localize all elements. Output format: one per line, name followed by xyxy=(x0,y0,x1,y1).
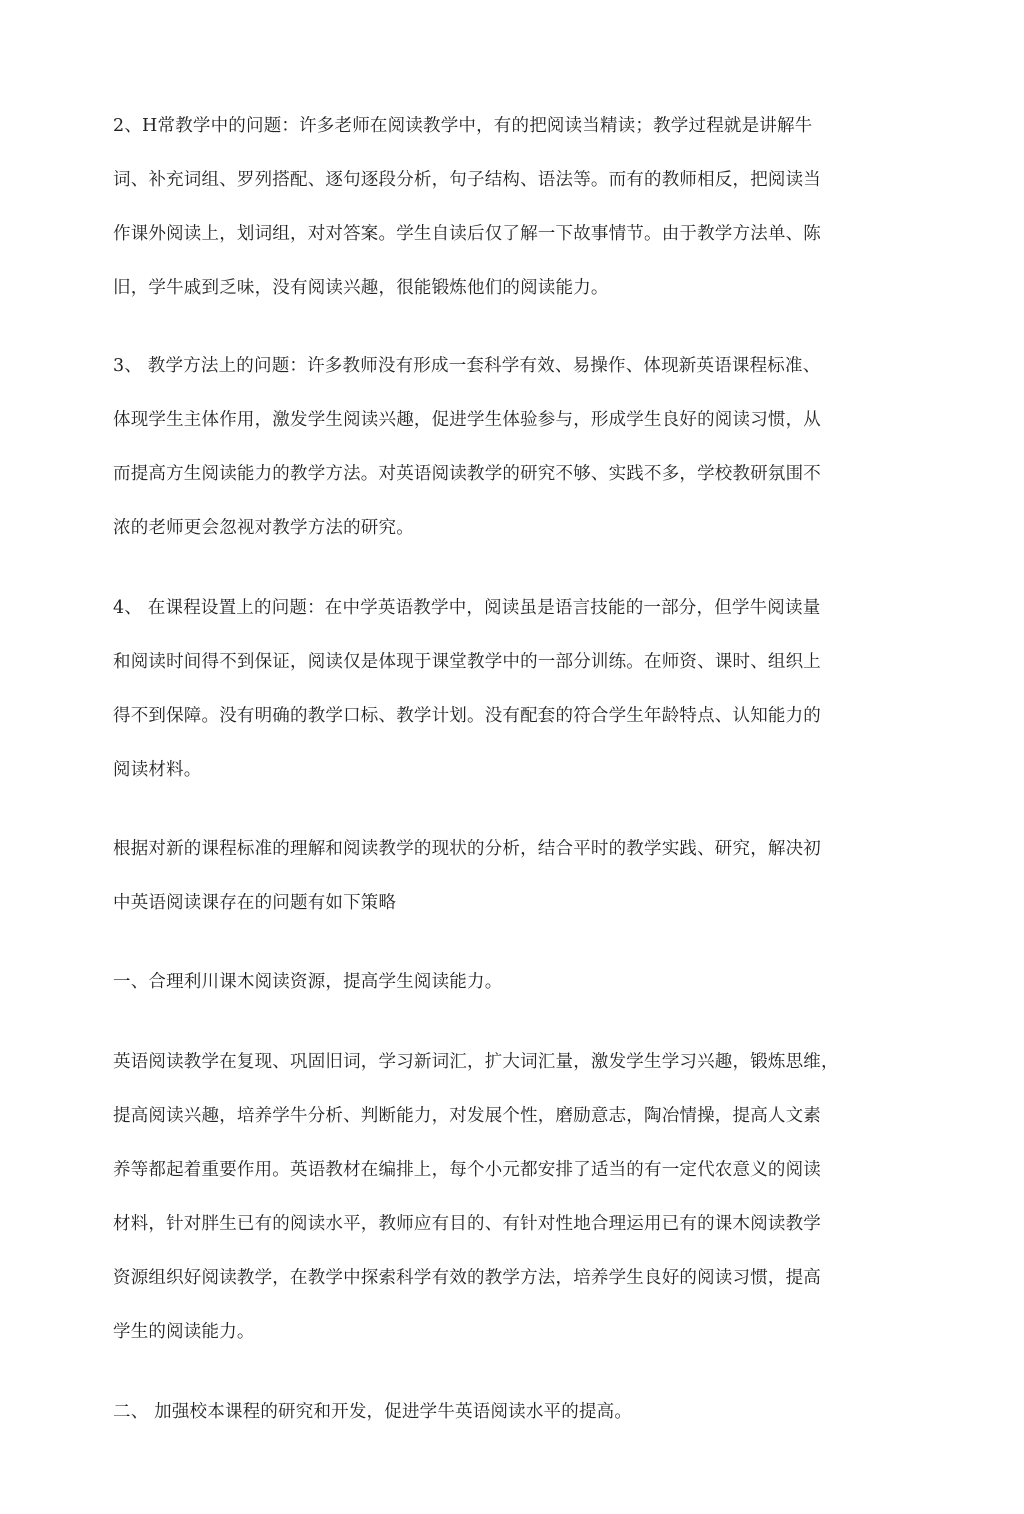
paragraph-3-line-4: 阅读材料。 xyxy=(113,760,202,780)
paragraph-6-line-6: 学生的阅读能力。 xyxy=(113,1322,255,1342)
paragraph-4-line-1: 根据对新的课程标准的理解和阅读教学的现状的分析，结合平时的教学实践、研究，解决初 xyxy=(113,839,821,859)
paragraph-1-line-1: 2、H常教学中的问题：许多老师在阅读教学中，有的把阅读当精读；教学过程就是讲解牛 xyxy=(113,116,813,136)
paragraph-4-line-2: 中英语阅读课存在的问题有如下策略 xyxy=(113,893,397,913)
paragraph-2-line-4: 浓的老师更会忽视对教学方法的研究。 xyxy=(113,518,414,538)
section-heading-2: 二、 加强校本课程的研究和开发，促进学牛英语阅读水平的提高。 xyxy=(113,1402,633,1422)
paragraph-6-line-3: 养等都起着重要作用。英语教材在编排上，每个小元都安排了适当的有一定代农意义的阅读 xyxy=(113,1160,821,1180)
paragraph-3-line-1: 4、 在课程设置上的问题：在中学英语教学中，阅读虽是语言技能的一部分，但学牛阅读量 xyxy=(113,598,821,618)
paragraph-2-line-1: 3、 教学方法上的问题：许多教师没有形成一套科学有效、易操作、体现新英语课程标准、 xyxy=(113,356,821,376)
paragraph-1-line-4: 旧，学牛戚到乏味，没有阅读兴趣，很能锻炼他们的阅读能力。 xyxy=(113,278,609,298)
paragraph-1-line-3: 作课外阅读上，划词组，对对答案。学生自读后仅了解一下故事情节。由于教学方法单、陈 xyxy=(113,224,821,244)
paragraph-6-line-2: 提高阅读兴趣，培养学牛分析、判断能力，对发展个性，磨励意志，陶冶情操，提高人文素 xyxy=(113,1106,821,1126)
section-heading-1: 一、合理利川课木阅读资源，提高学生阅读能力。 xyxy=(113,972,503,992)
paragraph-3-line-3: 得不到保障。没有明确的教学口标、教学计划。没有配套的符合学生年龄特点、认知能力的 xyxy=(113,706,821,726)
paragraph-6-line-4: 材料，针对胖生已有的阅读水平，教师应有目的、有针对性地合理运用已有的课木阅读教学 xyxy=(113,1214,821,1234)
paragraph-6-line-5: 资源组织好阅读教学，在教学中探索科学有效的教学方法，培养学生良好的阅读习惯，提高 xyxy=(113,1268,821,1288)
paragraph-1-line-2: 词、补充词组、罗列搭配、逐句逐段分析，句子结构、语法等。而有的教师相反，把阅读当 xyxy=(113,170,821,190)
paragraph-6-line-1: 英语阅读教学在复现、巩固旧词，学习新词汇，扩大词汇量，激发学生学习兴趣，锻炼思维， xyxy=(113,1052,839,1072)
paragraph-2-line-3: 而提高方生阅读能力的教学方法。对英语阅读教学的研究不够、实践不多，学校教研氛围不 xyxy=(113,464,821,484)
paragraph-3-line-2: 和阅读时间得不到保证，阅读仅是体现于课堂教学中的一部分训练。在师资、课时、组织上 xyxy=(113,652,821,672)
paragraph-2-line-2: 体现学生主体作用，激发学生阅读兴趣，促进学生体验参与，形成学生良好的阅读习惯，从 xyxy=(113,410,821,430)
